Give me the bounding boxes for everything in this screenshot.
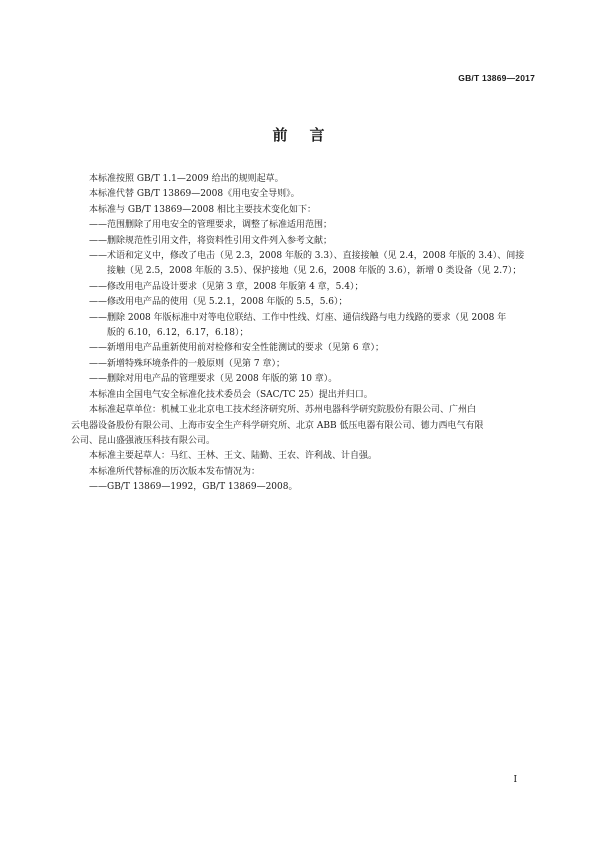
change-item: ——修改用电产品设计要求（见第 3 章，2008 年版第 4 章，5.4）； [89, 281, 364, 292]
page-title: 前言 [272, 126, 347, 144]
standard-code: GB/T 13869—2017 [458, 73, 535, 83]
change-item: ——新增特殊环境条件的一般原则（见第 7 章）； [89, 358, 285, 369]
paragraph-drafters: 本标准主要起草人：马红、王林、王文、陆勤、王农、许利战、计自强。 [89, 451, 378, 462]
paragraph-changes-intro: 本标准与 GB/T 13869—2008 相比主要技术变化如下： [89, 204, 316, 215]
paragraph-drafting-units-cont: 公司、昆山盛强液压科技有限公司。 [71, 435, 216, 446]
history-item: ——GB/T 13869—1992，GB/T 13869—2008。 [89, 482, 298, 493]
change-item: ——术语和定义中，修改了电击（见 2.3，2008 年版的 3.3）、直接接触（见 2.4，2008 年版的 3.4）、间接 [89, 251, 525, 262]
paragraph-drafting-units: 本标准起草单位：机械工业北京电工技术经济研究所、苏州电器科学研究院股份有限公司、广州白 [89, 405, 477, 416]
paragraph-proposer: 本标准由全国电气安全标准化技术委员会（SAC/TC 25）提出并归口。 [89, 389, 373, 400]
change-item: ——删除 2008 年版标准中对等电位联结、工作中性线、灯座、通信线路与电力线路的要求（见 2008 年 [89, 312, 507, 323]
document-body [71, 172, 533, 496]
change-item: ——新增用电产品重新使用前对检修和安全性能测试的要求（见第 6 章）； [89, 343, 384, 354]
change-item: ——范围删除了用电安全的管理要求，调整了标准适用范围； [89, 220, 333, 231]
change-item-continuation: 版的 6.10，6.12，6.17，6.18）； [107, 328, 249, 339]
change-item-continuation: 接触（见 2.5，2008 年版的 3.5）、保护接地（见 2.6，2008 年版的 3.6），新增 0 类设备（见 2.7）； [107, 266, 522, 277]
paragraph-drafting-units-cont: 云电器设备股份有限公司、上海市安全生产科学研究所、北京 ABB 低压电器有限公司、德力西电气有限 [71, 420, 484, 431]
change-item: ——删除对用电产品的管理要求（见 2008 年版的第 10 章）。 [89, 374, 338, 385]
paragraph-history: 本标准所代替标准的历次版本发布情况为： [89, 466, 261, 477]
change-item: ——修改用电产品的使用（见 5.2.1，2008 年版的 5.5，5.6）； [89, 297, 348, 308]
paragraph-drafting-rules: 本标准按照 GB/T 1.1—2009 给出的规则起草。 [89, 174, 284, 184]
page-number: I [513, 775, 517, 785]
change-item: ——删除规范性引用文件，将资料性引用文件列入参考文献； [89, 235, 333, 246]
paragraph-replaces: 本标准代替 GB/T 13869—2008《用电安全导则》。 [89, 189, 300, 200]
